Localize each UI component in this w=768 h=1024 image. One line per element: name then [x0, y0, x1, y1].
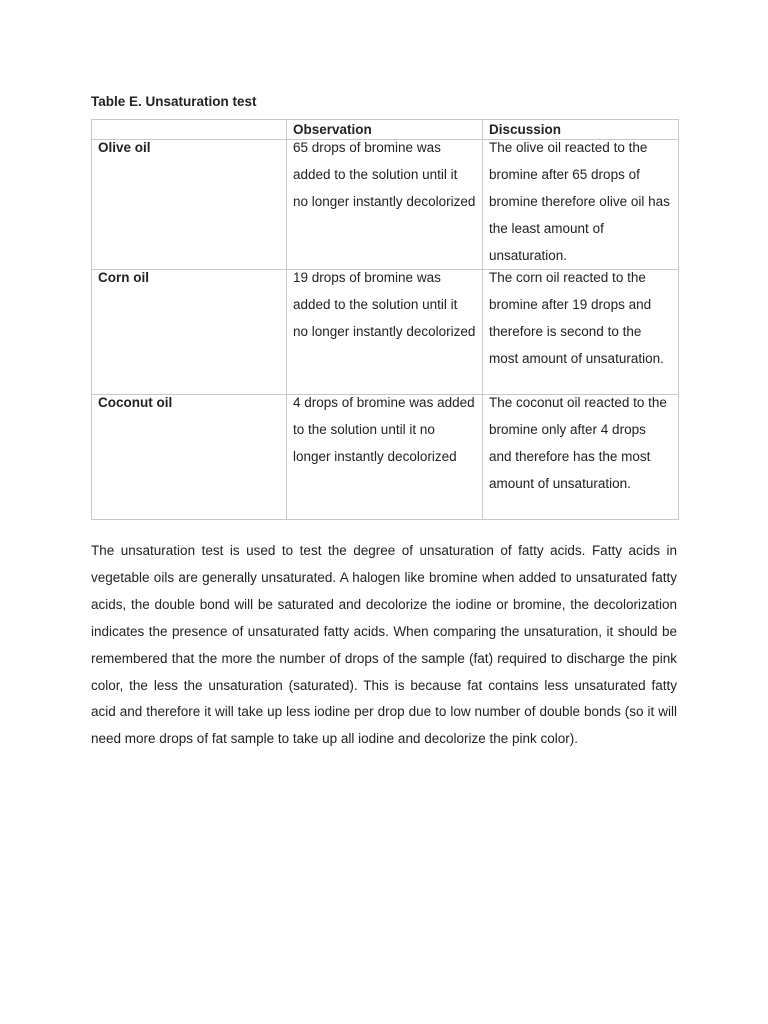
discussion-cell: The corn oil reacted to the bromine after 19 drops and therefore is second to the most amount of unsaturation.: [489, 270, 664, 366]
header-discussion: Discussion: [483, 120, 679, 140]
sample-name: Olive oil: [98, 140, 151, 155]
table-caption: Table E. Unsaturation test: [91, 94, 257, 109]
observation-cell: 4 drops of bromine was added to the solution until it no longer instantly decolorized: [293, 395, 475, 464]
table-row-coconut-oil: [92, 395, 679, 520]
header-observation: Observation: [287, 120, 483, 140]
table-row-corn-oil: [92, 270, 679, 395]
observation-cell: 19 drops of bromine was added to the solution until it no longer instantly decolorized: [293, 270, 476, 339]
body-paragraph: The unsaturation test is used to test the degree of unsaturation of fatty acids. Fatty acids in vegetable oils are generally unsaturated. A halogen like bromine when added to unsaturated fatty acids, the double bond will be saturated and decolorize the iodine or bromine, the decolorization indicates the presence of unsaturated fatty acids. When comparing the unsaturation, it should be remembered that the more the number of drops of the sample (fat) required to discharge the pink color, the less the unsaturation (saturated). This is because fat contains less unsaturated fatty acid and therefore it will take up less iodine per drop due to low number of double bonds (so it will need more drops of fat sample to take up all iodine and decolorize the pink color).: [91, 543, 677, 747]
discussion-cell: The coconut oil reacted to the bromine only after 4 drops and therefore has the most amount of unsaturation.: [489, 395, 667, 491]
unsaturation-test-table: [91, 119, 679, 520]
observation-cell: 65 drops of bromine was added to the solution until it no longer instantly decolorized: [293, 140, 476, 209]
sample-name: Corn oil: [98, 270, 149, 285]
discussion-cell: The olive oil reacted to the bromine after 65 drops of bromine therefore olive oil has the least amount of unsaturation.: [489, 140, 670, 263]
sample-name: Coconut oil: [98, 395, 173, 410]
table-row-olive-oil: [92, 140, 679, 270]
